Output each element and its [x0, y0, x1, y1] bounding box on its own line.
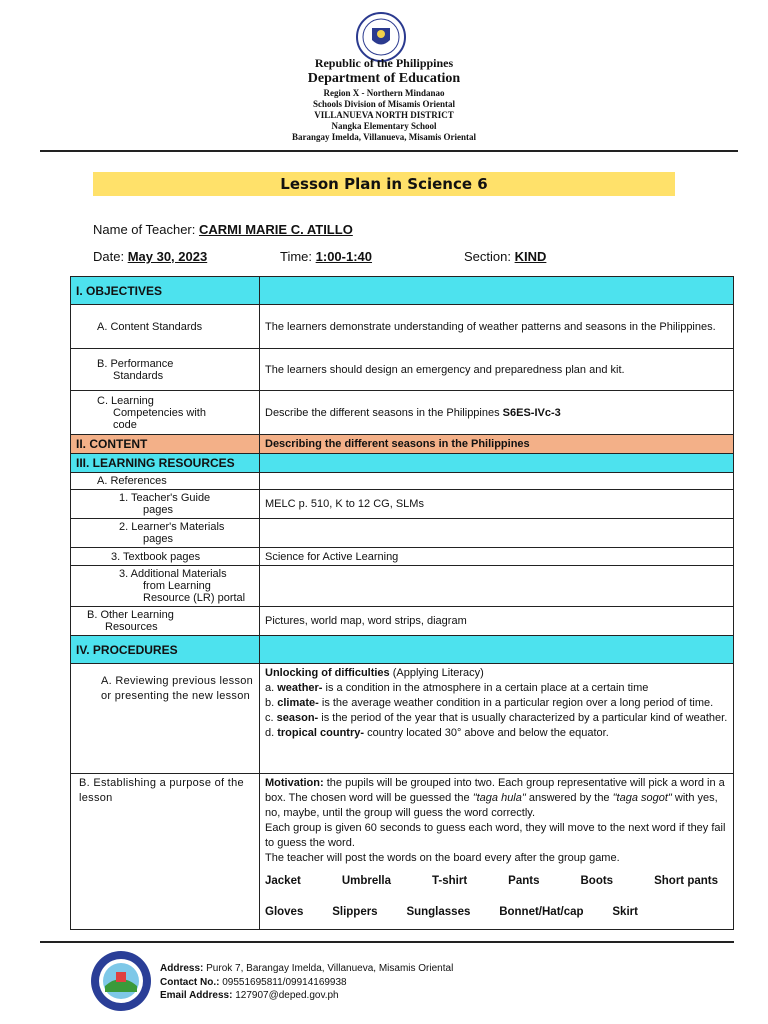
procedures-header-row: [71, 636, 734, 664]
content-text: Describing the different seasons in the Philippines: [260, 435, 734, 454]
teacher-label: Name of Teacher:: [93, 222, 199, 237]
footer-contact-label: Contact No.:: [160, 976, 220, 988]
time-label: Time:: [280, 249, 316, 264]
date-label: Date:: [93, 249, 128, 264]
taga-hula: "taga hula": [472, 792, 526, 804]
word-strip-row-2: [265, 889, 728, 920]
other-resources-label: B. Other Learning: [87, 609, 174, 621]
address-line: Barangay Imelda, Villanueva, Misamis Oriental: [291, 132, 476, 142]
word-strip: Skirt: [612, 906, 638, 918]
def-a-prefix: a.: [265, 682, 278, 694]
procedures-heading: IV. PROCEDURES: [71, 636, 260, 664]
other-resources-label-2: Resources: [105, 621, 158, 633]
def-b-prefix: b.: [265, 697, 278, 709]
references-label: A. References: [71, 473, 260, 490]
objectives-heading: I. OBJECTIVES: [71, 277, 260, 305]
footer-divider: [40, 941, 734, 943]
footer-contact: [160, 962, 453, 1003]
word-strip: Pants: [508, 875, 540, 887]
procedure-b-label: B. Establishing a purpose of the lesson: [71, 774, 260, 930]
section-value: KIND: [514, 249, 547, 264]
footer-address: Purok 7, Barangay Imelda, Villanueva, Misamis Oriental: [203, 963, 454, 974]
page-title: Lesson Plan in Science 6: [93, 172, 675, 196]
unlocking-note: (Applying Literacy): [389, 667, 484, 679]
def-season-term: season-: [276, 712, 319, 724]
resources-heading: III. LEARNING RESOURCES: [71, 454, 260, 473]
content-row: [71, 435, 734, 454]
footer-contact-number: 09551695811/09914169938: [219, 976, 347, 988]
content-standards-row: [71, 305, 734, 349]
competencies-row: [71, 391, 734, 435]
republic-line: Republic of the Philippines: [314, 56, 454, 70]
performance-label: B. Performance: [97, 357, 174, 370]
learners-materials-row: [71, 519, 734, 548]
other-resources-text: Pictures, world map, word strips, diagram: [260, 607, 734, 636]
lesson-plan-table: [70, 276, 734, 930]
section-line: [464, 249, 546, 264]
word-strip: Short pants: [654, 875, 718, 887]
learners-materials-label: 2. Learner's Materials: [119, 521, 225, 533]
procedure-a-label: A. Reviewing previous lesson or presenting the new lesson: [71, 664, 260, 774]
competency-label-2: Competencies with: [113, 406, 206, 419]
teachers-guide-label: 1. Teacher's Guide: [119, 492, 211, 504]
def-climate-text: is the average weather condition in a particular region over a long period of time.: [318, 697, 714, 709]
performance-standards-text: The learners should design an emergency and preparedness plan and kit.: [260, 349, 734, 391]
time-value: 1:00-1:40: [315, 249, 373, 264]
procedure-b-row: [71, 774, 734, 930]
procedure-a-row: [71, 664, 734, 774]
textbook-row: [71, 548, 734, 566]
unlocking-title: Unlocking of difficulties: [265, 667, 390, 679]
teachers-guide-row: [71, 490, 734, 519]
word-strip: Jacket: [265, 875, 301, 887]
content-heading: II. CONTENT: [71, 435, 260, 454]
competency-text: Describe the different seasons in the Philippines: [265, 406, 503, 419]
teacher-name: CARMI MARIE C. ATILLO: [198, 222, 353, 237]
def-season-text: is the period of the year that is usually characterized by a particular kind of weather.: [318, 712, 728, 724]
word-strip: T-shirt: [432, 875, 468, 887]
def-c-prefix: c.: [265, 712, 277, 724]
additional-materials-label-3: Resource (LR) portal: [143, 592, 246, 604]
def-weather-text: is a condition in the atmosphere in a certain place at a certain time: [322, 682, 649, 694]
letterhead: [0, 56, 768, 143]
references-row: [71, 473, 734, 490]
footer-email: 127907@deped.gov.ph: [232, 990, 339, 1001]
additional-materials-label: 3. Additional Materials: [119, 568, 227, 580]
competency-label-3: code: [113, 418, 137, 431]
department-line: Department of Education: [307, 71, 461, 86]
other-resources-row: [71, 607, 734, 636]
def-tropical-text: country located 30° above and below the equator.: [364, 727, 609, 739]
teachers-guide-label-2: pages: [143, 504, 173, 516]
division-line: Schools Division of Misamis Oriental: [312, 99, 455, 109]
def-d-prefix: d.: [265, 727, 278, 739]
date-value: May 30, 2023: [127, 249, 208, 264]
objectives-header-row: [71, 277, 734, 305]
motivation-para-2: Each group is given 60 seconds to guess each word, they will move to the next word if they fail to guess the word.: [265, 822, 726, 849]
def-tropical-term: tropical country-: [277, 727, 365, 739]
content-standards-text: The learners demonstrate understanding of weather patterns and seasons in the Philippines.: [260, 305, 734, 349]
motivation-para-3: The teacher will post the words on the board every after the group game.: [265, 852, 620, 864]
resources-header-row: [71, 454, 734, 473]
teacher-line: [93, 222, 353, 237]
district-line: VILLANUEVA NORTH DISTRICT: [314, 110, 454, 120]
motivation-text-1: the pupils will be grouped into two. Each group representative will pick a word in a box. The chosen word will be guessed the: [265, 777, 725, 804]
word-strip: Umbrella: [341, 875, 392, 887]
word-strip-row-1: [265, 866, 728, 889]
footer-address-label: Address:: [160, 963, 204, 974]
header-divider: [40, 150, 738, 152]
time-line: [280, 249, 372, 264]
deped-seal-logo: [356, 12, 406, 62]
textbook-label: 3. Textbook pages: [71, 548, 260, 566]
performance-label-2: Standards: [113, 369, 164, 382]
word-strip: Boots: [580, 875, 614, 887]
word-strip: Gloves: [265, 906, 304, 918]
motivation-title: Motivation:: [265, 777, 324, 789]
section-label: Section:: [464, 249, 515, 264]
word-strip: Bonnet/Hat/cap: [499, 906, 584, 918]
school-logo: [90, 950, 152, 1012]
footer-email-label: Email Address:: [160, 990, 233, 1001]
content-standards-label: A. Content Standards: [71, 305, 260, 349]
competency-label: C. Learning: [97, 394, 154, 407]
performance-standards-row: [71, 349, 734, 391]
region-line: Region X - Northern Mindanao: [323, 88, 445, 98]
word-strip: Sunglasses: [406, 906, 471, 918]
def-weather-term: weather-: [277, 682, 323, 694]
additional-materials-row: [71, 566, 734, 607]
def-climate-term: climate-: [277, 697, 319, 709]
date-line: [93, 249, 207, 264]
motivation-text-2: answered by the: [525, 792, 613, 804]
learners-materials-label-2: pages: [143, 533, 173, 545]
textbook-text: Science for Active Learning: [260, 548, 734, 566]
competency-code: S6ES-IVc-3: [502, 406, 561, 419]
motivation-text-3: with yes, no, maybe, until the group will guess the word correctly.: [265, 792, 718, 819]
word-strip: Slippers: [332, 906, 378, 918]
teachers-guide-text: MELC p. 510, K to 12 CG, SLMs: [260, 490, 734, 519]
taga-sogot: "taga sogot": [612, 792, 672, 804]
additional-materials-label-2: from Learning: [143, 580, 211, 592]
school-line: Nangka Elementary School: [331, 121, 437, 131]
